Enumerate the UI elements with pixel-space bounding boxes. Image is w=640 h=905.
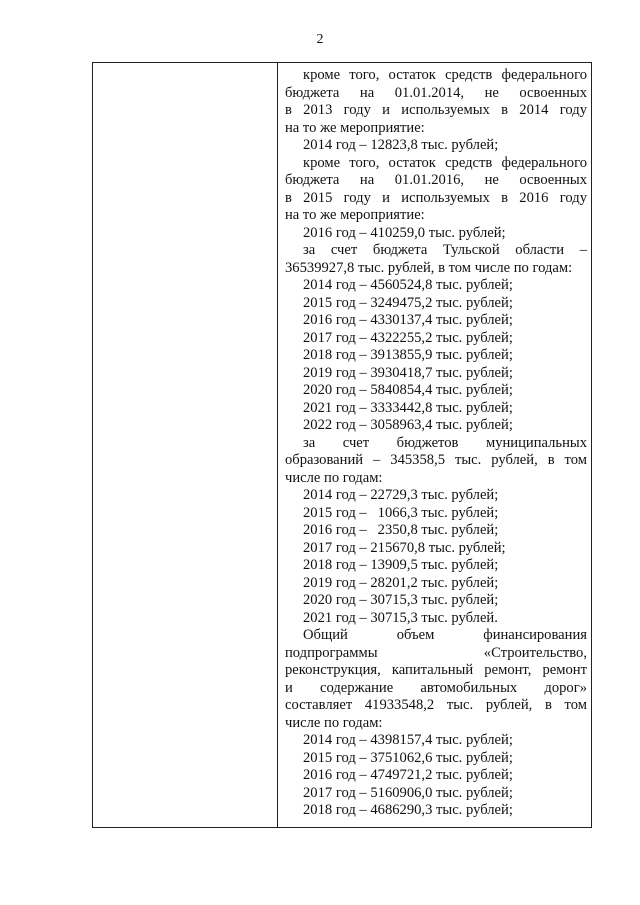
text-line: 2015 год – 1066,3 тыс. рублей;: [303, 504, 499, 521]
text-line: 2018 год – 4686290,3 тыс. рублей;: [303, 802, 513, 818]
table-right-cell-text: [285, 67, 587, 820]
text-line: 2016 год – 4749721,2 тыс. рублей;: [303, 767, 513, 783]
text-line: 36539927,8 тыс. рублей, в том числе по годам:: [285, 259, 573, 276]
text-line: 2015 год – 3249475,2 тыс. рублей;: [303, 294, 513, 311]
text-line: числе по годам:: [285, 714, 383, 731]
text-line: 2014 год – 4398157,4 тыс. рублей;: [303, 732, 513, 748]
text-line: 2017 год – 4322255,2 тыс. рублей;: [303, 329, 513, 346]
table-column-divider: [277, 63, 278, 827]
text-line: 2015 год – 3751062,6 тыс. рублей;: [303, 749, 513, 766]
text-line: на то же мероприятие:: [285, 119, 425, 136]
text-line: реконструкция, капитальный ремонт, ремонт: [285, 662, 587, 678]
text-line: в 2013 году и используемых в 2014 году: [285, 102, 587, 118]
text-line: 2017 год – 215670,8 тыс. рублей;: [303, 539, 506, 556]
text-line: на то же мероприятие:: [285, 207, 425, 223]
text-line: 2016 год – 410259,0 тыс. рублей;: [303, 224, 506, 241]
text-line: числе по годам:: [285, 469, 383, 486]
text-line: кроме того, остаток средств федерального: [303, 154, 587, 171]
text-line: в 2015 году и используемых в 2016 году: [285, 189, 587, 206]
text-line: 2014 год – 22729,3 тыс. рублей;: [303, 487, 499, 503]
text-line: 2016 год – 4330137,4 тыс. рублей;: [303, 312, 513, 328]
text-line: подпрограммы «Строительство,: [285, 644, 587, 661]
text-line: 2019 год – 3930418,7 тыс. рублей;: [303, 364, 513, 381]
text-line: 2016 год – 2350,8 тыс. рублей;: [303, 522, 499, 538]
text-line: 2020 год – 30715,3 тыс. рублей;: [303, 592, 499, 608]
text-line: бюджета на 01.01.2014, не освоенных: [285, 84, 587, 101]
document-table: [92, 62, 592, 828]
text-line: 2017 год – 5160906,0 тыс. рублей;: [303, 784, 513, 801]
text-line: 2018 год – 3913855,9 тыс. рублей;: [303, 347, 513, 363]
text-line: образований – 345358,5 тыс. рублей, в том: [285, 452, 587, 468]
text-line: 2018 год – 13909,5 тыс. рублей;: [303, 557, 499, 573]
text-line: и содержание автомобильных дорог»: [285, 679, 587, 696]
text-line: Общий объем финансирования: [303, 627, 587, 643]
text-line: 2020 год – 5840854,4 тыс. рублей;: [303, 382, 513, 398]
text-line: составляет 41933548,2 тыс. рублей, в том: [285, 697, 587, 713]
text-line: кроме того, остаток средств федерального: [303, 67, 587, 83]
text-line: 2014 год – 12823,8 тыс. рублей;: [303, 137, 499, 153]
text-line: 2021 год – 3333442,8 тыс. рублей;: [303, 399, 513, 416]
text-line: 2021 год – 30715,3 тыс. рублей.: [303, 609, 498, 626]
text-line: за счет бюджетов муниципальных: [303, 434, 587, 451]
page-number: 2: [316, 32, 324, 47]
text-line: бюджета на 01.01.2016, не освоенных: [285, 172, 587, 188]
text-line: 2014 год – 4560524,8 тыс. рублей;: [303, 277, 513, 293]
text-line: 2019 год – 28201,2 тыс. рублей;: [303, 574, 499, 591]
text-line: 2022 год – 3058963,4 тыс. рублей;: [303, 417, 513, 433]
text-line: за счет бюджета Тульской области –: [303, 242, 587, 258]
table-left-cell-empty: [93, 63, 277, 827]
